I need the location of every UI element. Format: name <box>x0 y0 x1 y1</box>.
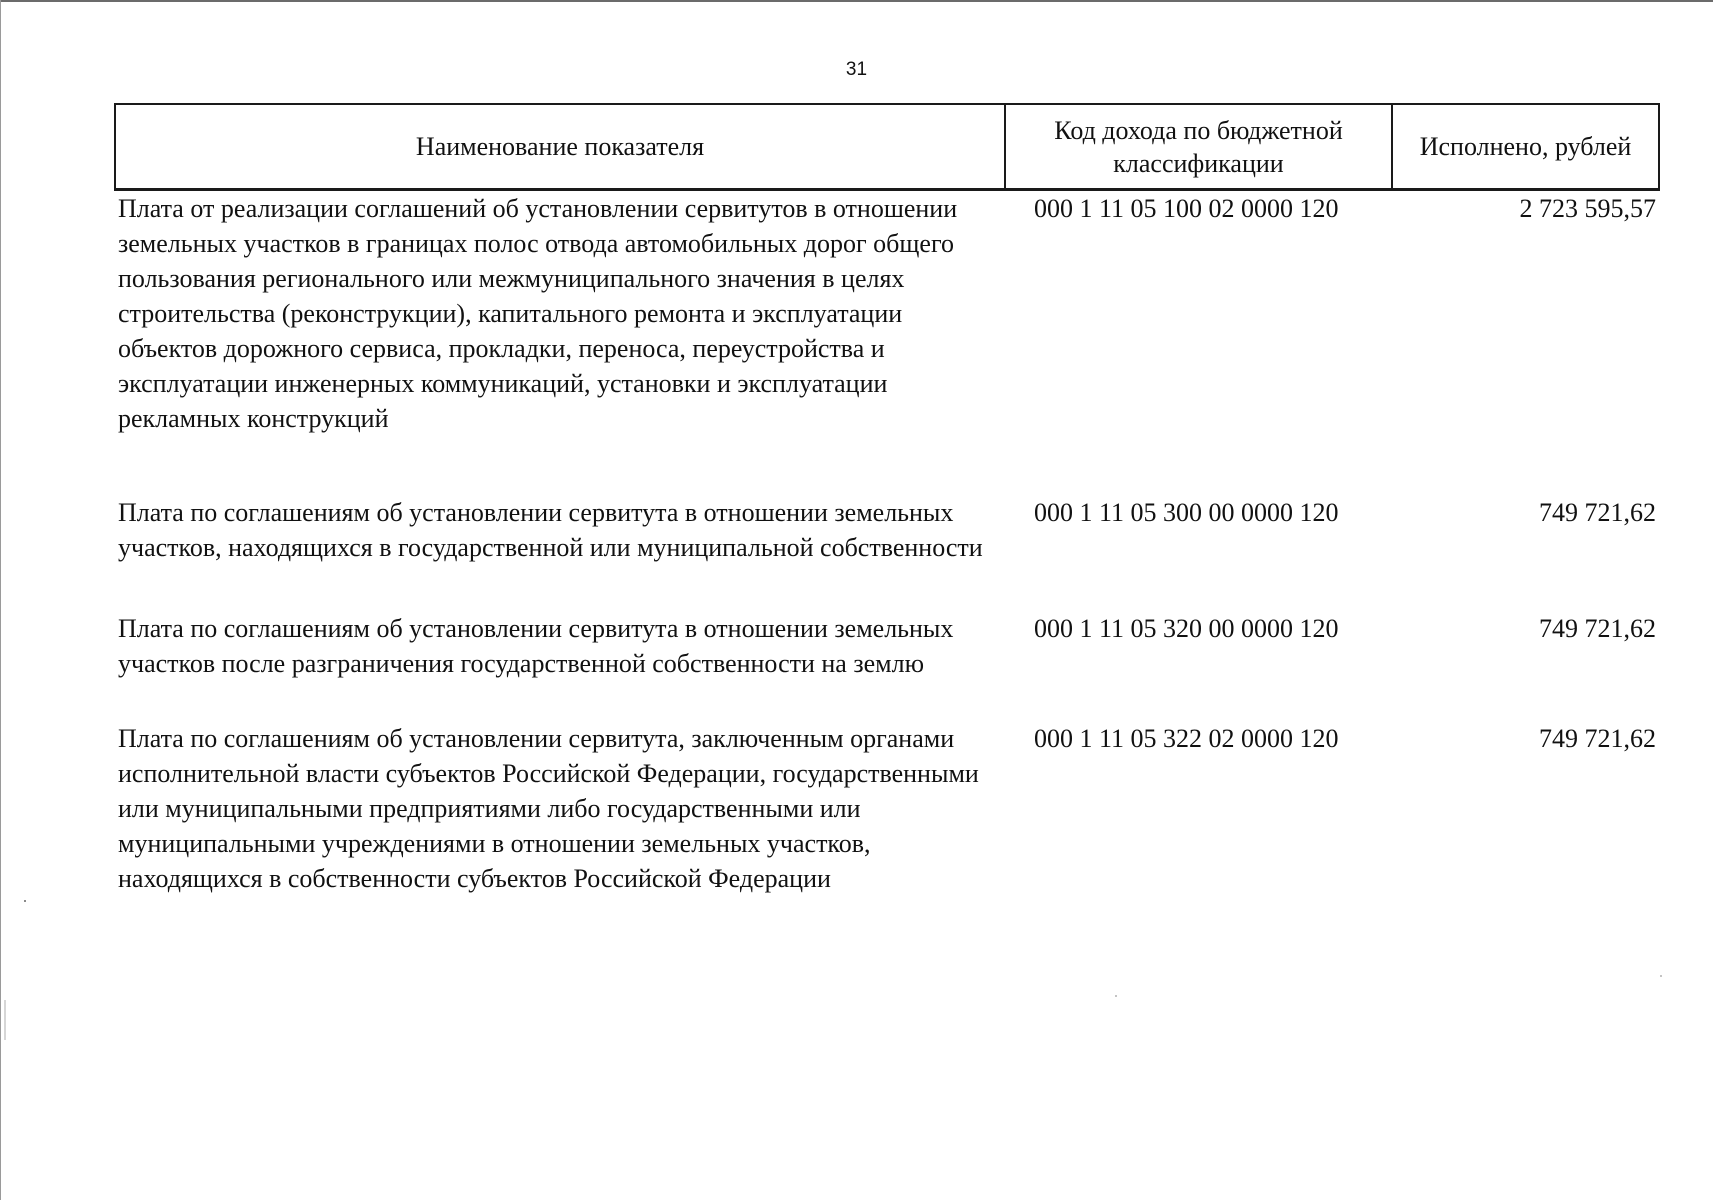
row-code: 000 1 11 05 100 02 0000 120 <box>1034 194 1339 223</box>
scan-speck <box>1660 975 1662 977</box>
row-amount: 749 721,62 <box>1539 724 1656 753</box>
header-amount: Исполнено, рублей <box>1419 132 1632 161</box>
table-row <box>114 611 1660 681</box>
table-header <box>114 103 1660 191</box>
row-amount: 749 721,62 <box>1539 614 1656 643</box>
row-name: Плата по соглашениям об установлении сервитута, заключенным органами исполнительной власти субъектов Российской Федерации, государственными или муниципальными предприятиями либо государственными или муниципальными учреждениями в отношении земельных участков, находящихся в собственности субъектов Российской Федерации <box>118 724 979 893</box>
row-amount: 749 721,62 <box>1539 498 1656 527</box>
page-number: 31 <box>845 59 868 80</box>
row-amount: 2 723 595,57 <box>1519 194 1656 223</box>
row-name: Плата по соглашениям об установлении сервитута в отношении земельных участков, находящихся в государственной или муниципальной собственности <box>118 498 983 562</box>
page-border-left <box>0 0 1 1200</box>
scan-speck <box>4 1000 6 1040</box>
row-name: Плата по соглашениям об установлении сервитута в отношении земельных участков после разграничения государственной собственности на землю <box>118 614 954 678</box>
table-row <box>114 721 1660 896</box>
row-code: 000 1 11 05 320 00 0000 120 <box>1034 614 1339 643</box>
table-row <box>114 191 1660 436</box>
header-name: Наименование показателя <box>116 105 1006 188</box>
table-row <box>114 495 1660 565</box>
row-code: 000 1 11 05 322 02 0000 120 <box>1034 724 1339 753</box>
page-border-top <box>0 0 1713 2</box>
scan-speck <box>1115 995 1117 997</box>
scan-speck <box>24 900 26 902</box>
header-code: Код дохода по бюджетной классификации <box>1006 105 1393 188</box>
row-name: Плата от реализации соглашений об установлении сервитутов в отношении земельных участков в границах полос отвода автомобильных дорог общего пользования регионального или межмуниципального значения в целях строительства (реконструкции), капитального ремонта и эксплуатации объектов дорожного сервиса, прокладки, переноса, переустройства и эксплуатации инженерных коммуникаций, установки и эксплуатации рекламных конструкций <box>118 194 958 433</box>
row-code: 000 1 11 05 300 00 0000 120 <box>1034 498 1339 527</box>
revenue-table <box>114 103 1660 893</box>
